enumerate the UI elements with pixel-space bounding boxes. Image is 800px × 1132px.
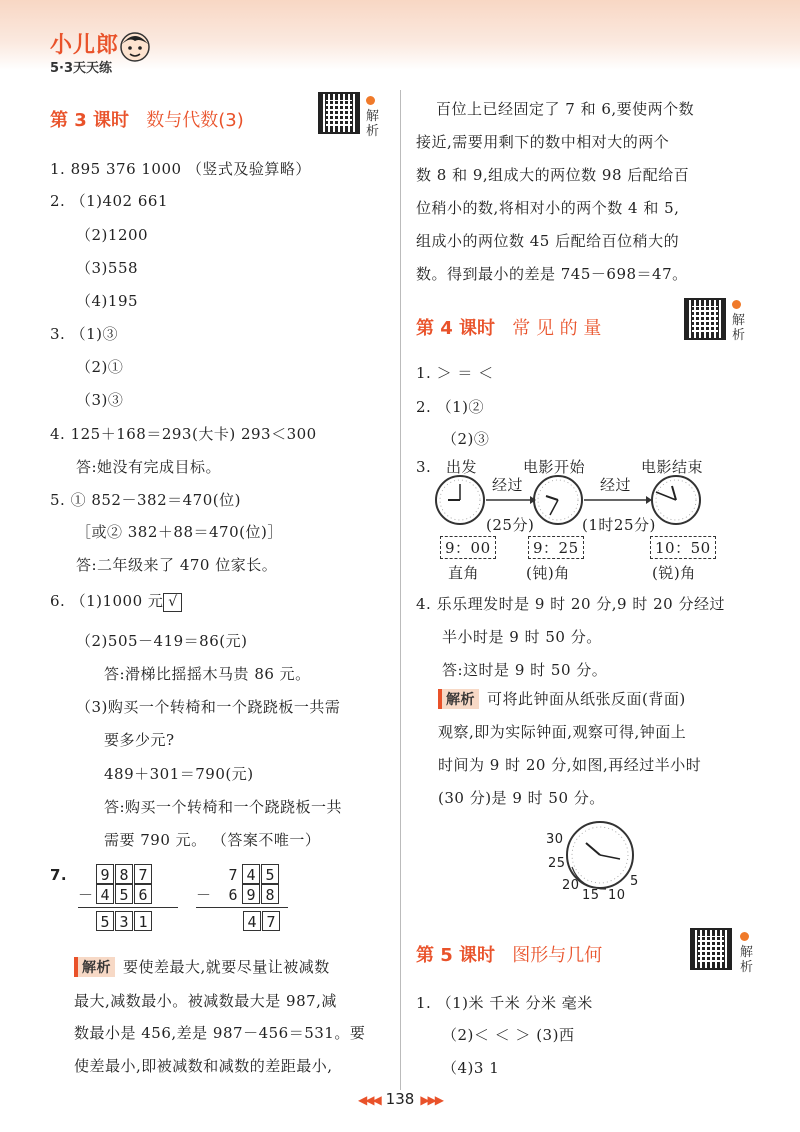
answer-line: （4)3 1 — [442, 1059, 500, 1077]
page-number: 138 — [385, 1090, 415, 1108]
jiexi-line: 数 8 和 9,组成大的两位数 98 后配给百 — [416, 166, 690, 184]
time-box: 10：50 — [650, 536, 716, 559]
answer-line: 答:这时是 9 时 50 分。 — [442, 661, 608, 679]
answer-line: （2)505－419＝86(元) — [76, 632, 248, 650]
jiexi-line: 观察,即为实际钟面,观察可得,钟面上 — [438, 723, 687, 741]
clock-number: 15 — [582, 888, 600, 903]
section-title-3: 第 3 课时 数与代数(3) — [50, 110, 244, 131]
answer-line: 1. ＞ ＝ ＜ — [416, 364, 494, 382]
answer-line: 答:滑梯比摇摇木马贵 86 元。 — [104, 665, 311, 683]
question-number: 3. — [416, 458, 432, 476]
next-arrows-icon: ▶▶▶ — [420, 1093, 442, 1107]
answer-line: 答:二年级来了 470 位家长。 — [76, 556, 278, 574]
answer-line: （2)1200 — [76, 226, 149, 244]
jiexi-line: 解析 可将此钟面从纸张反面(背面) — [438, 688, 686, 709]
jiexi-line: 位稍小的数,将相对小的两个数 4 和 5, — [416, 199, 680, 217]
answer-line: （3)558 — [76, 259, 139, 277]
jiexi-line: 组成小的两位数 45 后配给百位稍大的 — [416, 232, 680, 250]
jiexi-line: 解析 要使差最大,就要尽量让被减数 — [74, 956, 330, 977]
jiexi-line: 数最小是 456,差是 987－456＝531。要 — [74, 1024, 366, 1042]
answer-line: 4. 125＋168＝293(大卡) 293＜300 — [50, 425, 317, 443]
answer-line: （4)195 — [76, 292, 139, 310]
section-title-5: 第 5 课时 图形与几何 — [416, 945, 603, 966]
answer-line: 半小时是 9 时 50 分。 — [442, 628, 602, 646]
brand-name: 小儿郎 — [50, 33, 120, 58]
brand-subtitle: 5·3天天练 — [50, 61, 113, 76]
answer-line: （3)③ — [76, 391, 124, 409]
qr-code-icon[interactable] — [690, 928, 732, 970]
section-title-4: 第 4 课时 常 见 的 量 — [416, 318, 602, 339]
prev-arrows-icon: ◀◀◀ — [357, 1093, 380, 1107]
time-box: 9：00 — [440, 536, 496, 559]
clock-number: 5 — [630, 874, 639, 889]
jiexi-line: 百位上已经固定了 7 和 6,要使两个数 — [436, 100, 695, 118]
answer-line: 1. （1)米 千米 分米 毫米 — [416, 994, 593, 1012]
question-number: 7. — [50, 866, 68, 884]
jiexi-line: 最大,减数最小。被减数最大是 987,减 — [74, 992, 337, 1010]
answer-line: 2. （1)402 661 — [50, 192, 169, 210]
jiexi-line: 使差最小,即被减数和减数的差距最小, — [74, 1057, 333, 1075]
answer-line: （3)购买一个转椅和一个跷跷板一共需 — [76, 698, 341, 716]
jiexi-line: 接近,需要用剩下的数中相对大的两个 — [416, 133, 670, 151]
clock-diagram — [430, 472, 720, 532]
via-label: 经过 — [600, 476, 632, 494]
page-footer — [0, 1090, 800, 1108]
qr-code-icon[interactable] — [684, 298, 726, 340]
clock-number: 20 — [562, 878, 580, 893]
brand-logo — [50, 28, 119, 76]
checkbox-mark: √ — [163, 593, 182, 612]
time-box: 9：25 — [528, 536, 584, 559]
answer-line: 6. （1)1000 元 √ — [50, 590, 182, 612]
arrow-icon — [646, 496, 652, 504]
column-divider — [400, 90, 401, 1090]
answer-line: 要多少元? — [104, 731, 175, 749]
clock-label: 电影结束 — [641, 458, 704, 476]
answer-line: 答:她没有完成目标。 — [76, 458, 222, 476]
clock-icon — [534, 476, 582, 524]
angle-label: 直角 — [448, 564, 480, 582]
answer-line: ［或② 382＋88＝470(位)］ — [76, 523, 283, 541]
answer-line: 5. ① 852－382＝470(位) — [50, 491, 241, 509]
answer-line: 答:购买一个转椅和一个跷跷板一共 — [104, 798, 343, 816]
answer-line: 1. 895 376 1000 （竖式及验算略） — [50, 160, 311, 178]
answer-line: 489＋301＝790(元) — [104, 765, 254, 783]
qr-code-icon[interactable] — [318, 92, 360, 134]
mascot-icon — [118, 30, 152, 64]
answer-line: （2)① — [76, 358, 124, 376]
duration-label: (25分) — [486, 516, 535, 534]
via-label: 经过 — [492, 476, 524, 494]
jiexi-line: 数。得到最小的差是 745－698＝47。 — [416, 265, 688, 283]
vertical-subtraction-1: 9 8 7 － 4 5 6 5 3 1 — [78, 864, 178, 931]
clock-label: 电影开始 — [523, 458, 586, 476]
jiexi-line: (30 分)是 9 时 50 分。 — [438, 789, 605, 807]
angle-label: (钝)角 — [526, 564, 570, 582]
answer-line: （2)③ — [442, 430, 490, 448]
clock-icon — [652, 476, 700, 524]
jiexi-label: 解析 — [732, 298, 746, 343]
duration-label: (1时25分) — [582, 516, 656, 534]
jiexi-label: 解析 — [740, 930, 754, 975]
angle-label: (锐)角 — [652, 564, 696, 582]
clock-number: 25 — [548, 856, 566, 871]
jiexi-label: 解析 — [366, 94, 380, 139]
answer-line: 4. 乐乐理发时是 9 时 20 分,9 时 20 分经过 — [416, 595, 725, 613]
answer-line: （2)＜ ＜ ＞ (3)西 — [442, 1026, 575, 1044]
vertical-subtraction-2: 7 4 5 － 6 9 8 4 7 — [196, 864, 288, 931]
clock-label: 出发 — [446, 458, 478, 476]
clock-icon — [436, 476, 484, 524]
answer-line: 需要 790 元。 （答案不唯一） — [104, 831, 321, 849]
clock-number: 10 — [608, 888, 626, 903]
answer-line: 3. （1)③ — [50, 325, 118, 343]
clock-number: 30 — [546, 832, 564, 847]
answer-line: 2. （1)② — [416, 398, 484, 416]
jiexi-line: 时间为 9 时 20 分,如图,再经过半小时 — [438, 756, 702, 774]
